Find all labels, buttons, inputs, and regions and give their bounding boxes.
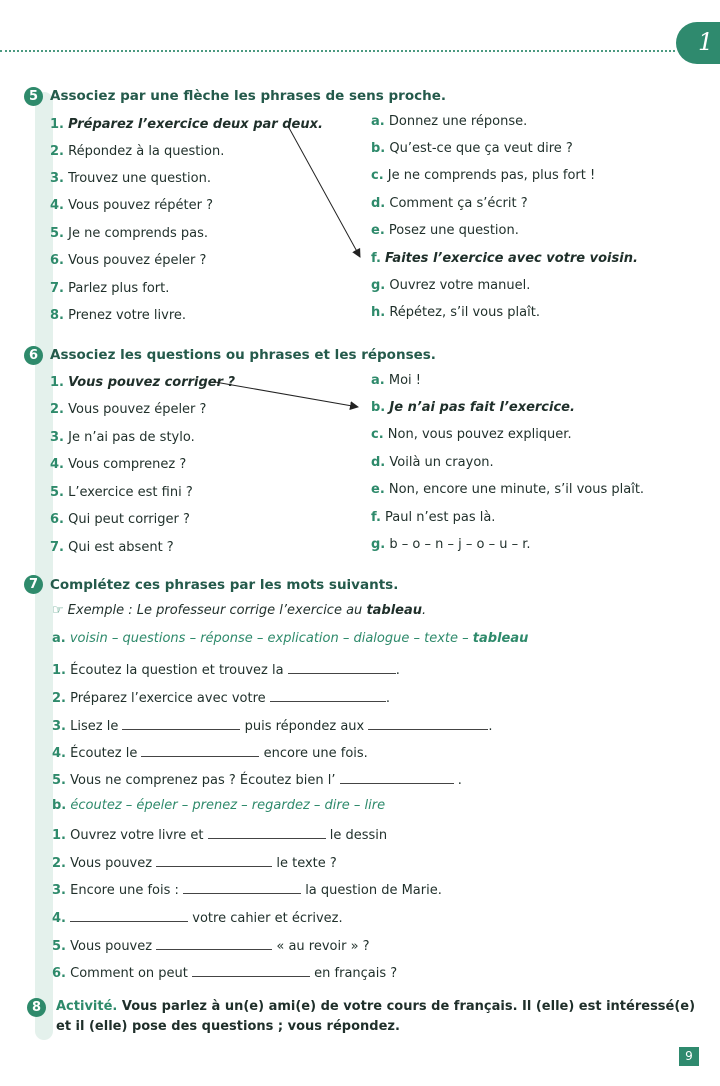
ex6-left-6: 6. Qui peut corriger ?	[50, 512, 190, 527]
ex7-b-item-4: 4. votre cahier et écrivez.	[52, 911, 343, 926]
blank-field[interactable]	[368, 717, 488, 730]
ex7-b-item-2: 2. Vous pouvez le texte ?	[52, 856, 337, 871]
ex6-left-3: 3. Je n’ai pas de stylo.	[50, 430, 195, 445]
blank-field[interactable]	[208, 826, 326, 839]
ex6-right-f: f. Paul n’est pas là.	[371, 510, 496, 525]
ex6-arrow	[215, 382, 358, 407]
ex5-left-1: 1. Préparez l’exercice deux par deux.	[50, 117, 323, 132]
pointing-hand-icon: ☞	[52, 603, 64, 618]
ex7-b-item-5: 5. Vous pouvez « au revoir » ?	[52, 939, 370, 954]
blank-field[interactable]	[270, 689, 386, 702]
ex6-left-5: 5. L’exercice est fini ?	[50, 485, 193, 500]
exercise-7-number: 7	[24, 575, 43, 594]
ex6-right-a: a. Moi !	[371, 373, 421, 388]
ex6-left-7: 7. Qui est absent ?	[50, 540, 174, 555]
ex6-right-b: b. Je n’ai pas fait l’exercice.	[371, 400, 575, 415]
ex5-right-d: d. Comment ça s’écrit ?	[371, 196, 528, 211]
ex6-left-1: 1. Vous pouvez corriger ?	[50, 375, 236, 390]
ex7-a-words: a. voisin – questions – réponse – explication – dialogue – texte – tableau	[52, 631, 529, 646]
blank-field[interactable]	[288, 661, 396, 674]
blank-field[interactable]	[183, 881, 301, 894]
ex5-right-g: g. Ouvrez votre manuel.	[371, 278, 531, 293]
ex5-arrow	[288, 126, 360, 257]
ex5-left-6: 6. Vous pouvez épeler ?	[50, 253, 207, 268]
ex5-left-2: 2. Répondez à la question.	[50, 144, 225, 159]
ex6-left-2: 2. Vous pouvez épeler ?	[50, 402, 207, 417]
ex5-right-c: c. Je ne comprends pas, plus fort !	[371, 168, 596, 183]
ex5-right-f: f. Faites l’exercice avec votre voisin.	[371, 251, 638, 266]
exercise-5-number: 5	[24, 87, 43, 106]
blank-field[interactable]	[192, 964, 310, 977]
ex5-right-b: b. Qu’est-ce que ça veut dire ?	[371, 141, 573, 156]
ex5-right-e: e. Posez une question.	[371, 223, 519, 238]
ex6-right-d: d. Voilà un crayon.	[371, 455, 494, 470]
ex7-a-item-4: 4. Écoutez le encore une fois.	[52, 746, 368, 761]
ex5-left-4: 4. Vous pouvez répéter ?	[50, 198, 213, 213]
exercise-8-number: 8	[27, 998, 46, 1017]
exercise-5-title: Associez par une flèche les phrases de sens proche.	[50, 88, 447, 104]
blank-field[interactable]	[156, 854, 272, 867]
blank-field[interactable]	[156, 937, 272, 950]
ex7-a-item-1: 1. Écoutez la question et trouvez la .	[52, 663, 400, 678]
page-number: 9	[679, 1047, 699, 1066]
ex8-line-2: et il (elle) pose des questions ; vous répondez.	[56, 1019, 400, 1034]
ex7-b-item-6: 6. Comment on peut en français ?	[52, 966, 398, 981]
blank-field[interactable]	[340, 771, 454, 784]
ex7-b-item-1: 1. Ouvrez votre livre et le dessin	[52, 828, 388, 843]
exercise-7-title: Complétez ces phrases par les mots suivants.	[50, 577, 399, 593]
ex7-b-words: b. écoutez – épeler – prenez – regardez – dire – lire	[52, 798, 386, 813]
exercise-6-number: 6	[24, 346, 43, 365]
ex7-a-item-3: 3. Lisez le puis répondez aux .	[52, 719, 493, 734]
ex6-right-g: g. b – o – n – j – o – u – r.	[371, 537, 531, 552]
ex8-line-1: Activité. Vous parlez à un(e) ami(e) de votre cours de français. Il (elle) est intéressé(e)	[56, 999, 696, 1014]
blank-field[interactable]	[70, 909, 188, 922]
exercise-6-title: Associez les questions ou phrases et les réponses.	[50, 347, 436, 363]
ex5-left-3: 3. Trouvez une question.	[50, 171, 211, 186]
ex7-example: ☞ Exemple : Le professeur corrige l’exercice au tableau.	[52, 603, 427, 618]
ex5-right-a: a. Donnez une réponse.	[371, 114, 528, 129]
blank-field[interactable]	[141, 744, 259, 757]
ex6-right-c: c. Non, vous pouvez expliquer.	[371, 427, 572, 442]
ex5-left-8: 8. Prenez votre livre.	[50, 308, 187, 323]
ex7-a-item-5: 5. Vous ne comprenez pas ? Écoutez bien l’ .	[52, 773, 462, 788]
ex6-left-4: 4. Vous comprenez ?	[50, 457, 187, 472]
ex5-right-h: h. Répétez, s’il vous plaît.	[371, 305, 540, 320]
chapter-number: 1	[698, 28, 714, 56]
blank-field[interactable]	[122, 717, 240, 730]
ex5-left-7: 7. Parlez plus fort.	[50, 281, 170, 296]
ex5-left-5: 5. Je ne comprends pas.	[50, 226, 209, 241]
ex7-b-item-3: 3. Encore une fois : la question de Marie.	[52, 883, 442, 898]
ex6-right-e: e. Non, encore une minute, s’il vous plaît.	[371, 482, 645, 497]
ex7-a-item-2: 2. Préparez l’exercice avec votre .	[52, 691, 390, 706]
